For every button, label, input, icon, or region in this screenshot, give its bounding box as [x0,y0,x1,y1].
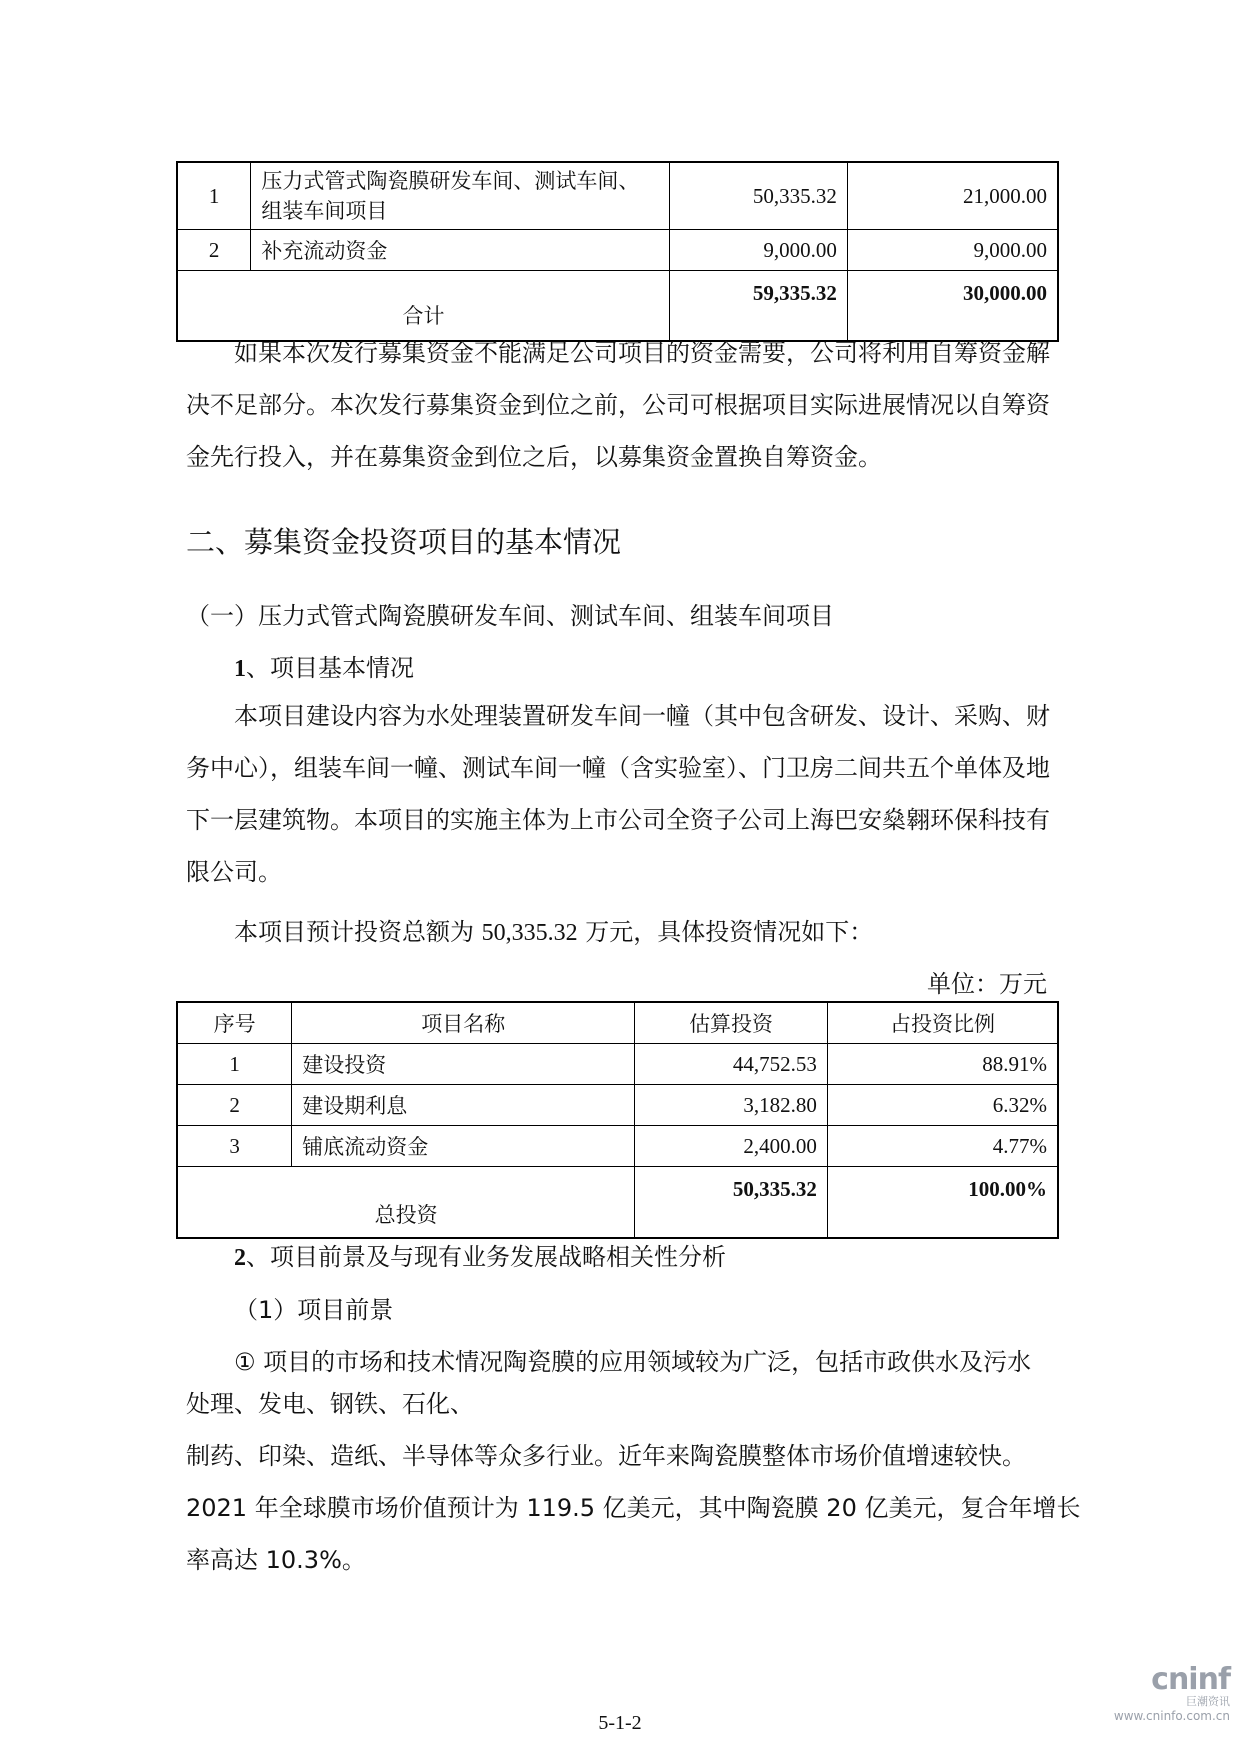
sum-amount: 50,335.32 [635,1167,828,1239]
subsection-heading: （一）压力式管式陶瓷膜研发车间、测试车间、组装车间项目 [186,602,834,630]
paragraph-line: 2021 年全球膜市场价值预计为 119.5 亿美元，其中陶瓷膜 20 亿美元，复合年增长 [186,1494,1081,1522]
item-number: 2 [234,1245,246,1271]
item-name: 建设投资 [292,1044,635,1085]
total-investment: 50,335.32 [670,162,848,230]
row-index: 1 [177,1044,292,1085]
project-name: 压力式管式陶瓷膜研发车间、测试车间、组装车间项目 [251,162,670,230]
table-row [177,162,1058,230]
item-number: 1 [234,656,246,682]
sum-ratio: 100.00% [827,1167,1058,1239]
table-row [177,1044,1058,1085]
item-ratio: 6.32% [827,1085,1058,1126]
item-amount: 2,400.00 [635,1126,828,1167]
sum-label: 合计 [177,271,670,342]
paragraph-line: ① 项目的市场和技术情况陶瓷膜的应用领域较为广泛，包括市政供水及污水 [234,1348,1032,1376]
row-index: 2 [177,230,251,271]
paragraph-line: 处理、发电、钢铁、石化、 [186,1390,474,1418]
item-title: 、项目前景及与现有业务发展战略相关性分析 [246,1243,726,1271]
item-heading [234,1237,726,1272]
fund-allocation-table [176,161,1059,342]
investment-breakdown-table [176,1001,1059,1239]
row-index: 2 [177,1085,292,1126]
item-amount: 44,752.53 [635,1044,828,1085]
project-name: 补充流动资金 [251,230,670,271]
subitem-heading: （1）项目前景 [234,1296,394,1324]
paragraph-line: 制药、印染、造纸、半导体等众多行业。近年来陶瓷膜整体市场价值增速较快。 [186,1442,1026,1470]
item-ratio: 88.91% [827,1044,1058,1085]
paragraph-investment-total [234,912,873,947]
header-amount: 估算投资 [635,1002,828,1044]
cninf-logo [1114,1662,1230,1723]
item-name: 铺底流动资金 [292,1126,635,1167]
logo-url: www.cninfo.com.cn [1113,1709,1230,1723]
item-amount: 3,182.80 [635,1085,828,1126]
paragraph-funding-shortfall: 如果本次发行募集资金不能满足公司项目的资金需要，公司将利用自筹资金解决不足部分。本次发行募集资金到位之前，公司可根据项目实际进展情况以自筹资金先行投入，并在募集资金到位之后，以募集资金置换自筹资金。 [186,339,1050,471]
table-header-row [177,1002,1058,1044]
text-suffix: 万元，具体投资情况如下： [577,918,874,946]
paragraph-project-description: 本项目建设内容为水处理装置研发车间一幢（其中包含研发、设计、采购、财务中心），组装车间一幢、测试车间一幢（含实验室）、门卫房二间共五个单体及地下一层建筑物。本项目的实施主体为上市公司全资子公司上海巴安燊翱环保科技有限公司。 [186,702,1050,886]
header-ratio: 占投资比例 [827,1002,1058,1044]
page-number: 5-1-2 [598,1712,642,1734]
sum-label: 总投资 [177,1167,635,1239]
row-index: 1 [177,162,251,230]
logo-subtitle: 巨潮资讯 [1186,1695,1230,1708]
text-prefix: 本项目预计投资总额为 [234,918,482,946]
item-heading [234,648,414,683]
total-investment: 9,000.00 [670,230,848,271]
sum-raised: 30,000.00 [847,271,1058,342]
raised-amount: 21,000.00 [847,162,1058,230]
table-row [177,230,1058,271]
raised-amount: 9,000.00 [847,230,1058,271]
table-sum-row [177,1167,1058,1239]
item-title: 、项目基本情况 [246,654,414,682]
investment-amount: 50,335.32 [481,920,578,946]
sum-total: 59,335.32 [670,271,848,342]
unit-label: 单位：万元 [927,970,1047,998]
header-index: 序号 [177,1002,292,1044]
logo-brand: cninf [1151,1662,1230,1697]
section-heading: 二、募集资金投资项目的基本情况 [186,525,622,559]
item-ratio: 4.77% [827,1126,1058,1167]
table-row [177,1085,1058,1126]
item-name: 建设期利息 [292,1085,635,1126]
row-index: 3 [177,1126,292,1167]
header-name: 项目名称 [292,1002,635,1044]
paragraph-line: 率高达 10.3%。 [186,1546,366,1574]
table-row [177,1126,1058,1167]
